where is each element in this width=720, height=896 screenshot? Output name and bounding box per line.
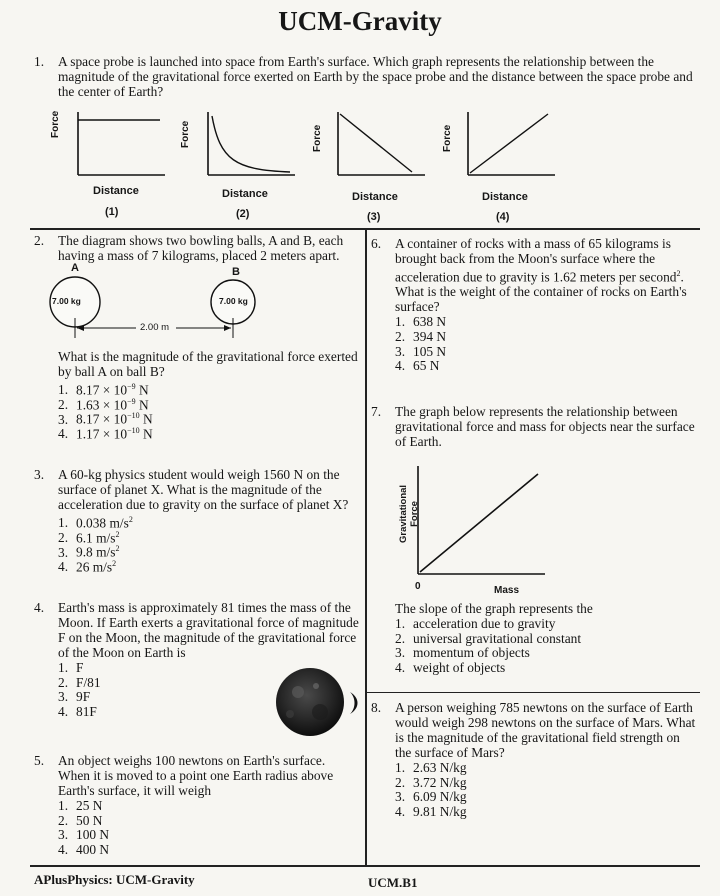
graph-2-curve	[212, 116, 290, 172]
option-4[interactable]: 4. 9.81 N/kg	[395, 803, 467, 819]
footer-divider	[30, 865, 700, 867]
option-4[interactable]: 4. $1.17 \times 10^{-10}$ N	[58, 425, 153, 442]
question-number: 4.	[34, 600, 45, 615]
question-text: The graph below represents the relationship between gravitational force and mass for objects near the surface of Earth.	[395, 404, 695, 449]
question-text: A 60-kg physics student would weigh 1560 N on the surface of planet X. What is the magnitude of the acceleration due to gravity on the surface of planet X?	[58, 467, 349, 512]
options	[58, 379, 360, 442]
graph-4-curve	[470, 114, 548, 173]
graph-1-y-label: Force	[50, 110, 61, 138]
option-2[interactable]: 2. 50 N	[58, 812, 103, 828]
q7-q8-divider	[366, 692, 700, 693]
question-3	[34, 467, 360, 575]
option-3[interactable]: 3. 9F	[58, 689, 91, 705]
question-text: The diagram shows two bowling balls, A and B, each having a mass of 7 kilograms, placed 2 meters apart.	[58, 233, 344, 263]
option-2[interactable]: 2. 3.72 N/kg	[395, 774, 467, 790]
question-number: 5.	[34, 753, 45, 768]
q7-line	[420, 474, 538, 572]
option-1[interactable]: 1. 638 N	[395, 314, 447, 330]
graph-4-y-label: Force	[442, 124, 453, 152]
options	[395, 760, 699, 818]
option-1[interactable]: 1. 2.63 N/kg	[395, 760, 467, 775]
options	[395, 616, 699, 674]
question-number: 2.	[34, 233, 45, 248]
options	[58, 798, 360, 856]
question-number: 3.	[34, 467, 45, 482]
option-4[interactable]: 4. 65 N	[395, 358, 440, 374]
options	[58, 512, 360, 575]
graph-3-curve	[340, 114, 412, 172]
option-1[interactable]: 1. F	[58, 660, 84, 675]
options	[395, 314, 699, 372]
graph-1-choice[interactable]: (1)	[105, 206, 119, 218]
option-1[interactable]: 1. $8.17 \times 10^{-9}$ N	[58, 382, 149, 398]
question-text: An object weighs 100 newtons on Earth's surface. When it is moved to a point one Earth radius above Earth's surface, it will weigh	[58, 753, 334, 798]
option-4[interactable]: 4. weight of objects	[395, 659, 506, 675]
question-number: 1.	[34, 54, 45, 69]
question-2	[34, 233, 360, 263]
question-8	[371, 700, 699, 818]
footer-center: UCM.B1	[368, 875, 418, 890]
question-number: 7.	[371, 404, 382, 419]
option-1[interactable]: 1. 25 N	[58, 798, 103, 813]
q7-y-label: Gravitational Force	[398, 484, 420, 543]
graph-1[interactable]	[78, 112, 165, 175]
option-2[interactable]: 2. universal gravitational constant	[395, 630, 582, 646]
graph-4[interactable]	[468, 112, 555, 175]
footer-left: APlusPhysics: UCM-Gravity	[34, 872, 195, 887]
graph-3-x-label: Distance	[352, 191, 398, 203]
option-2[interactable]: 2. F/81	[58, 674, 101, 690]
ball-a-mass: 7.00 kg	[52, 296, 81, 306]
ball-a-label: A	[71, 262, 79, 274]
graph-4-x-label: Distance	[482, 191, 528, 203]
option-4[interactable]: 4. 400 N	[58, 841, 110, 857]
option-2[interactable]: 2. 394 N	[395, 329, 447, 345]
question-1	[34, 54, 700, 99]
q7-x-label: Mass	[494, 585, 520, 596]
moon-image	[268, 662, 368, 742]
option-3[interactable]: 3. $8.17 \times 10^{-10}$ N	[58, 411, 153, 427]
column-divider	[365, 229, 367, 865]
graph-2-choice[interactable]: (2)	[236, 208, 250, 220]
question-text: Earth's mass is approximately 81 times the mass of the Moon. If Earth exerts a gravitational force of magnitude F on the Moon, the magnitude of the gravitational force of the Moon on Earth is	[58, 600, 359, 660]
question-prompt: What is the magnitude of the gravitational force exerted by ball A on ball B?	[58, 349, 358, 379]
ball-b-label: B	[232, 266, 240, 278]
question-5	[34, 753, 360, 856]
page-title: UCM-Gravity	[278, 6, 442, 36]
graph-2-y-label: Force	[180, 120, 191, 148]
q7-origin: 0	[415, 581, 421, 592]
graph-3-choice[interactable]: (3)	[367, 211, 381, 223]
option-1[interactable]: 1. 0.038 $m/s^2$	[58, 515, 133, 531]
ball-b-mass: 7.00 kg	[219, 296, 248, 306]
option-3[interactable]: 3. momentum of objects	[395, 645, 530, 661]
question-text: A person weighing 785 newtons on the surface of Earth would weigh 298 newtons on the surface of Mars. What is the magnitude of the gravitational field strength on the surface of Mars?	[395, 700, 696, 760]
option-1[interactable]: 1. acceleration due to gravity	[395, 616, 556, 631]
question-7-prompt	[371, 601, 699, 674]
question-2-prompt	[34, 349, 360, 442]
question-prompt: The slope of the graph represents the	[395, 601, 593, 616]
option-4[interactable]: 4. 26 $m/s^2$	[58, 558, 117, 575]
option-2[interactable]: 2. $1.63 \times 10^{-9}$ N	[58, 396, 149, 413]
option-4[interactable]: 4. 81F	[58, 703, 97, 719]
graph-2[interactable]	[208, 112, 295, 175]
graph-1-x-label: Distance	[93, 185, 139, 197]
question-text: A container of rocks with a mass of 65 kilograms is brought back from the Moon's surface where the acceleration due to gravity is 1.62 meters per second$^2$. What is the weight of the container of rocks on Earth's surface?	[395, 236, 687, 315]
question-7	[371, 404, 699, 449]
option-3[interactable]: 3. 9.8 $m/s^2$	[58, 544, 120, 560]
graph-3[interactable]	[338, 112, 425, 175]
graph-2-x-label: Distance	[222, 188, 268, 200]
question-number: 8.	[371, 700, 382, 715]
graph-4-choice[interactable]: (4)	[496, 211, 510, 223]
option-2[interactable]: 2. 6.1 $m/s^2$	[58, 529, 120, 546]
distance-label: 2.00 m	[140, 322, 170, 333]
option-3[interactable]: 3. 105 N	[395, 343, 447, 359]
q2-diagram	[40, 266, 270, 346]
option-3[interactable]: 3. 6.09 N/kg	[395, 789, 467, 805]
q7-graph	[410, 462, 550, 582]
option-3[interactable]: 3. 100 N	[58, 827, 110, 843]
question-text: A space probe is launched into space from Earth's surface. Which graph represents the relationship between the magnitude of the gravitational force exerted on Earth by the space probe and the distance between the space probe and the center of Earth?	[58, 54, 693, 99]
question-number: 6.	[371, 236, 382, 251]
question-6	[371, 236, 699, 373]
graph-3-y-label: Force	[312, 124, 323, 152]
